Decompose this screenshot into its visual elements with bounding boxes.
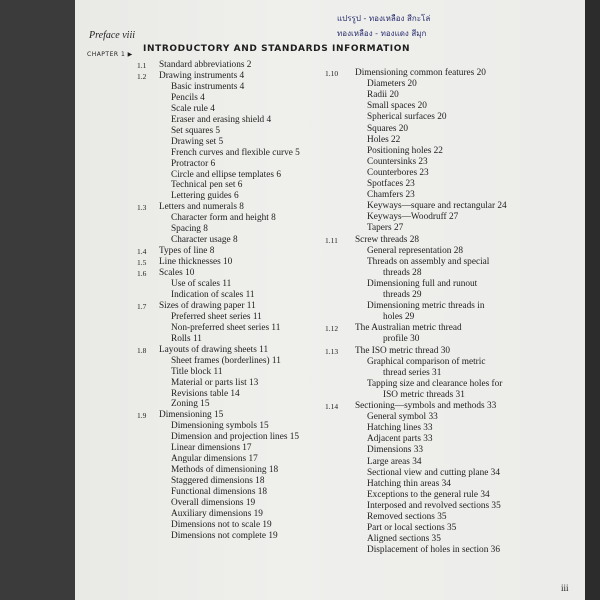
toc-entry-title: Dimension and projection lines 15: [171, 432, 300, 443]
toc-entry: [337, 490, 577, 501]
toc-entry: [337, 101, 577, 112]
toc-entry-title: Dimensioning common features 20: [355, 68, 486, 78]
toc-entry-title: Staggered dimensions 18: [171, 476, 265, 487]
toc-entry-title: Angular dimensions 17: [171, 454, 258, 465]
toc-entry-title: Squares 20: [367, 123, 409, 134]
toc-entry-title: Scale rule 4: [171, 103, 215, 114]
toc-entry-title: Zoning 15: [171, 399, 210, 410]
toc-entry: [337, 190, 577, 201]
toc-entry-title: Linear dimensions 17: [171, 443, 252, 454]
toc-entry: [337, 357, 577, 368]
toc-entry-title: Sizes of drawing paper 11: [159, 300, 256, 311]
toc-entry-title: Letters and numerals 8: [159, 202, 244, 213]
toc-section-number: 1.14: [325, 402, 339, 411]
toc-entry-title: Basic instruments 4: [171, 81, 245, 92]
toc-entry-title: Small spaces 20: [367, 101, 427, 112]
toc-entry-title: The ISO metric thread 30: [355, 345, 451, 356]
toc-entry: [337, 423, 577, 434]
toc-entry-title: French curves and flexible curve 5: [171, 147, 300, 158]
toc-entry-title: Character usage 8: [171, 235, 238, 246]
toc-entry: [337, 79, 577, 90]
toc-entry-title: ISO metric threads 31: [383, 389, 465, 400]
toc-entry: [337, 301, 577, 312]
toc-entry-title: Adjacent parts 33: [367, 434, 433, 445]
toc-entry-title: Set squares 5: [171, 125, 221, 136]
toc-section-number: 1.7: [137, 301, 147, 311]
toc-entry-title: Counterbores 23: [367, 167, 429, 178]
toc-entry-title: Sectional view and cutting plane 34: [367, 467, 500, 478]
toc-entry-title: Sectioning—symbols and methods 33: [355, 401, 497, 411]
toc-entry: [337, 223, 577, 234]
toc-entry-title: Keyways—square and rectangular 24: [367, 201, 507, 212]
toc-entry-title: Eraser and erasing shield 4: [171, 114, 272, 125]
toc-entry-title: Pencils 4: [171, 92, 205, 103]
toc-entry-title: Functional dimensions 18: [171, 487, 268, 498]
toc-entry-title: Tapping size and clearance holes for: [367, 378, 503, 389]
toc-entry-title: Dimensions not complete 19: [171, 530, 278, 541]
toc-entry-title: profile 30: [383, 334, 420, 345]
toc-entry-title: Screw threads 28: [355, 234, 420, 245]
toc-entry: [337, 246, 577, 257]
toc-entry-title: Removed sections 35: [367, 512, 447, 522]
toc-entry: [337, 545, 577, 556]
toc-entry: [325, 401, 577, 412]
toc-entry: [337, 390, 577, 401]
toc-entry: [337, 468, 577, 479]
toc-section-number: 1.10: [325, 69, 339, 78]
toc-entry-title: Threads on assembly and special: [367, 256, 490, 267]
toc-entry-title: Character form and height 8: [171, 213, 276, 224]
toc-section-number: 1.12: [325, 324, 339, 334]
toc-entry: [337, 479, 577, 490]
toc-entry-title: Keyways—Woodruff 27: [367, 212, 459, 223]
toc-entry-title: Displacement of holes in section 36: [367, 545, 500, 556]
toc-entry: [337, 112, 577, 123]
toc-entry-title: Rolls 11: [171, 333, 202, 344]
toc-entry-title: Spotfaces 23: [367, 179, 415, 189]
toc-entry-title: Revisions table 14: [171, 388, 240, 399]
toc-entry: [337, 290, 577, 301]
toc-section-number: 1.13: [325, 346, 339, 356]
toc-entry-title: Title block 11: [171, 366, 223, 377]
toc-entry-title: Tapers 27: [367, 223, 404, 234]
toc-entry-title: Dimensioning symbols 15: [171, 421, 269, 432]
toc-entry-title: Lettering guides 6: [171, 191, 239, 202]
toc-entry-title: Radii 20: [367, 90, 399, 101]
toc-entry-title: Layouts of drawing sheets 11: [159, 344, 269, 355]
book-page: [75, 0, 585, 600]
handwritten-note-line1: แปรรูป - ทองเหลือง สีกะโล่: [337, 14, 431, 23]
toc-section-number: 1.3: [137, 203, 147, 213]
toc-entry: [337, 368, 577, 379]
toc-entry: [337, 124, 577, 135]
toc-entry: [337, 312, 577, 323]
toc-entry: [337, 334, 577, 345]
toc-entry-title: Hatching lines 33: [367, 423, 433, 434]
toc-entry-title: Aligned sections 35: [367, 534, 441, 545]
toc-entry-title: The Australian metric thread: [355, 323, 462, 334]
toc-entry-title: Graphical comparison of metric: [367, 356, 486, 367]
toc-entry-title: Dimensions not to scale 19: [171, 519, 272, 530]
toc-section-number: 1.2: [137, 71, 147, 81]
toc-entry-title: Scales 10: [159, 268, 195, 279]
toc-entry-title: Countersinks 23: [367, 156, 428, 167]
toc-entry-title: Spherical surfaces 20: [367, 112, 447, 123]
toc-entry: [337, 445, 577, 456]
toc-entry-title: Dimensioning full and runout: [367, 278, 478, 289]
toc-entry-title: Circle and ellipse templates 6: [171, 169, 281, 180]
handwritten-note-line2: ทองเหลือง - ทองแดง สีมุก: [337, 29, 427, 38]
toc-entry-title: Drawing instruments 4: [159, 70, 245, 81]
toc-entry: [337, 279, 577, 290]
toc-entry-title: Non-preferred sheet series 11: [171, 322, 281, 333]
toc-entry: [337, 523, 577, 534]
toc-entry-title: Part or local sections 35: [367, 523, 457, 534]
chapter-title: INTRODUCTORY AND STANDARDS INFORMATION: [143, 44, 411, 54]
toc-section-number: 1.8: [137, 345, 147, 355]
toc-entry-title: Drawing set 5: [171, 136, 224, 147]
toc-entry-title: threads 28: [383, 267, 422, 278]
toc-entry: [325, 234, 577, 246]
preface-reference: Preface viii: [89, 30, 135, 41]
toc-entry-title: threads 29: [383, 290, 422, 300]
toc-entry: [337, 457, 577, 468]
toc-entry-title: Spacing 8: [171, 224, 208, 235]
toc-entry-title: Diameters 20: [367, 79, 417, 90]
toc-entry-title: Dimensioning 15: [159, 410, 224, 421]
toc-entry-title: Dimensioning metric threads in: [367, 301, 485, 312]
toc-entry: [337, 512, 577, 523]
toc-entry: [337, 379, 577, 390]
toc-entry: [337, 90, 577, 101]
toc-entry-title: Use of scales 11: [171, 279, 232, 289]
toc-entry-title: Positioning holes 22: [367, 145, 443, 156]
toc-entry-title: Dimensions 33: [367, 445, 424, 456]
toc-entry-title: Exceptions to the general rule 34: [367, 489, 490, 500]
toc-entry: [337, 268, 577, 279]
toc-entry-title: Holes 22: [367, 134, 401, 145]
toc-entry-title: Auxiliary dimensions 19: [171, 508, 263, 519]
toc-entry-title: Standard abbreviations 2: [159, 60, 252, 70]
toc-entry: [337, 179, 577, 190]
toc-entry-title: Protractor 6: [171, 158, 216, 169]
chapter-label: CHAPTER 1 ▶: [87, 51, 133, 58]
toc-section-number: 1.11: [325, 235, 338, 245]
toc-section-number: 1.5: [137, 258, 147, 268]
toc-entry-title: General symbol 33: [367, 412, 438, 423]
toc-entry-title: Large areas 34: [367, 456, 422, 467]
toc-entry-title: Preferred sheet series 11: [171, 311, 262, 322]
toc-entry: [337, 257, 577, 268]
toc-entry-title: thread series 31: [383, 367, 442, 378]
toc-entry-title: Methods of dimensioning 18: [171, 465, 279, 476]
toc-entry: [337, 146, 577, 157]
toc-entry-title: holes 29: [383, 312, 415, 323]
book-spine-shadow: [585, 0, 600, 600]
toc-entry-title: Chamfers 23: [367, 190, 415, 201]
toc-entry: [337, 201, 577, 212]
toc-entry: [325, 345, 577, 357]
toc-section-number: 1.6: [137, 269, 147, 279]
toc-section-number: 1.1: [137, 61, 147, 70]
toc-entry: [337, 412, 577, 423]
toc-entry: [337, 434, 577, 445]
toc-entry: [325, 68, 577, 79]
toc-entry-title: Overall dimensions 19: [171, 498, 256, 508]
toc-entry: [337, 534, 577, 545]
toc-entry-title: Material or parts list 13: [171, 377, 259, 388]
toc-entry-title: Interposed and revolved sections 35: [367, 500, 501, 511]
toc-entry: [325, 323, 577, 334]
toc-entry-title: Technical pen set 6: [171, 180, 243, 191]
toc-entry: [337, 501, 577, 512]
toc-entry-title: Sheet frames (borderlines) 11: [171, 355, 281, 366]
toc-entry-title: Hatching thin areas 34: [367, 478, 451, 489]
toc-section-number: 1.4: [137, 247, 147, 257]
toc-entry-title: Line thicknesses 10: [159, 257, 233, 268]
toc-entry-title: Types of line 8: [159, 246, 215, 257]
toc-section-number: 1.9: [137, 411, 147, 421]
toc-entry: [337, 212, 577, 223]
toc-entry-title: General representation 28: [367, 245, 464, 256]
toc-entry: [337, 168, 577, 179]
toc-entry-title: Indication of scales 11: [171, 289, 255, 300]
toc-entry: [337, 157, 577, 168]
toc-entry: [337, 135, 577, 146]
page-number: iii: [561, 583, 569, 593]
